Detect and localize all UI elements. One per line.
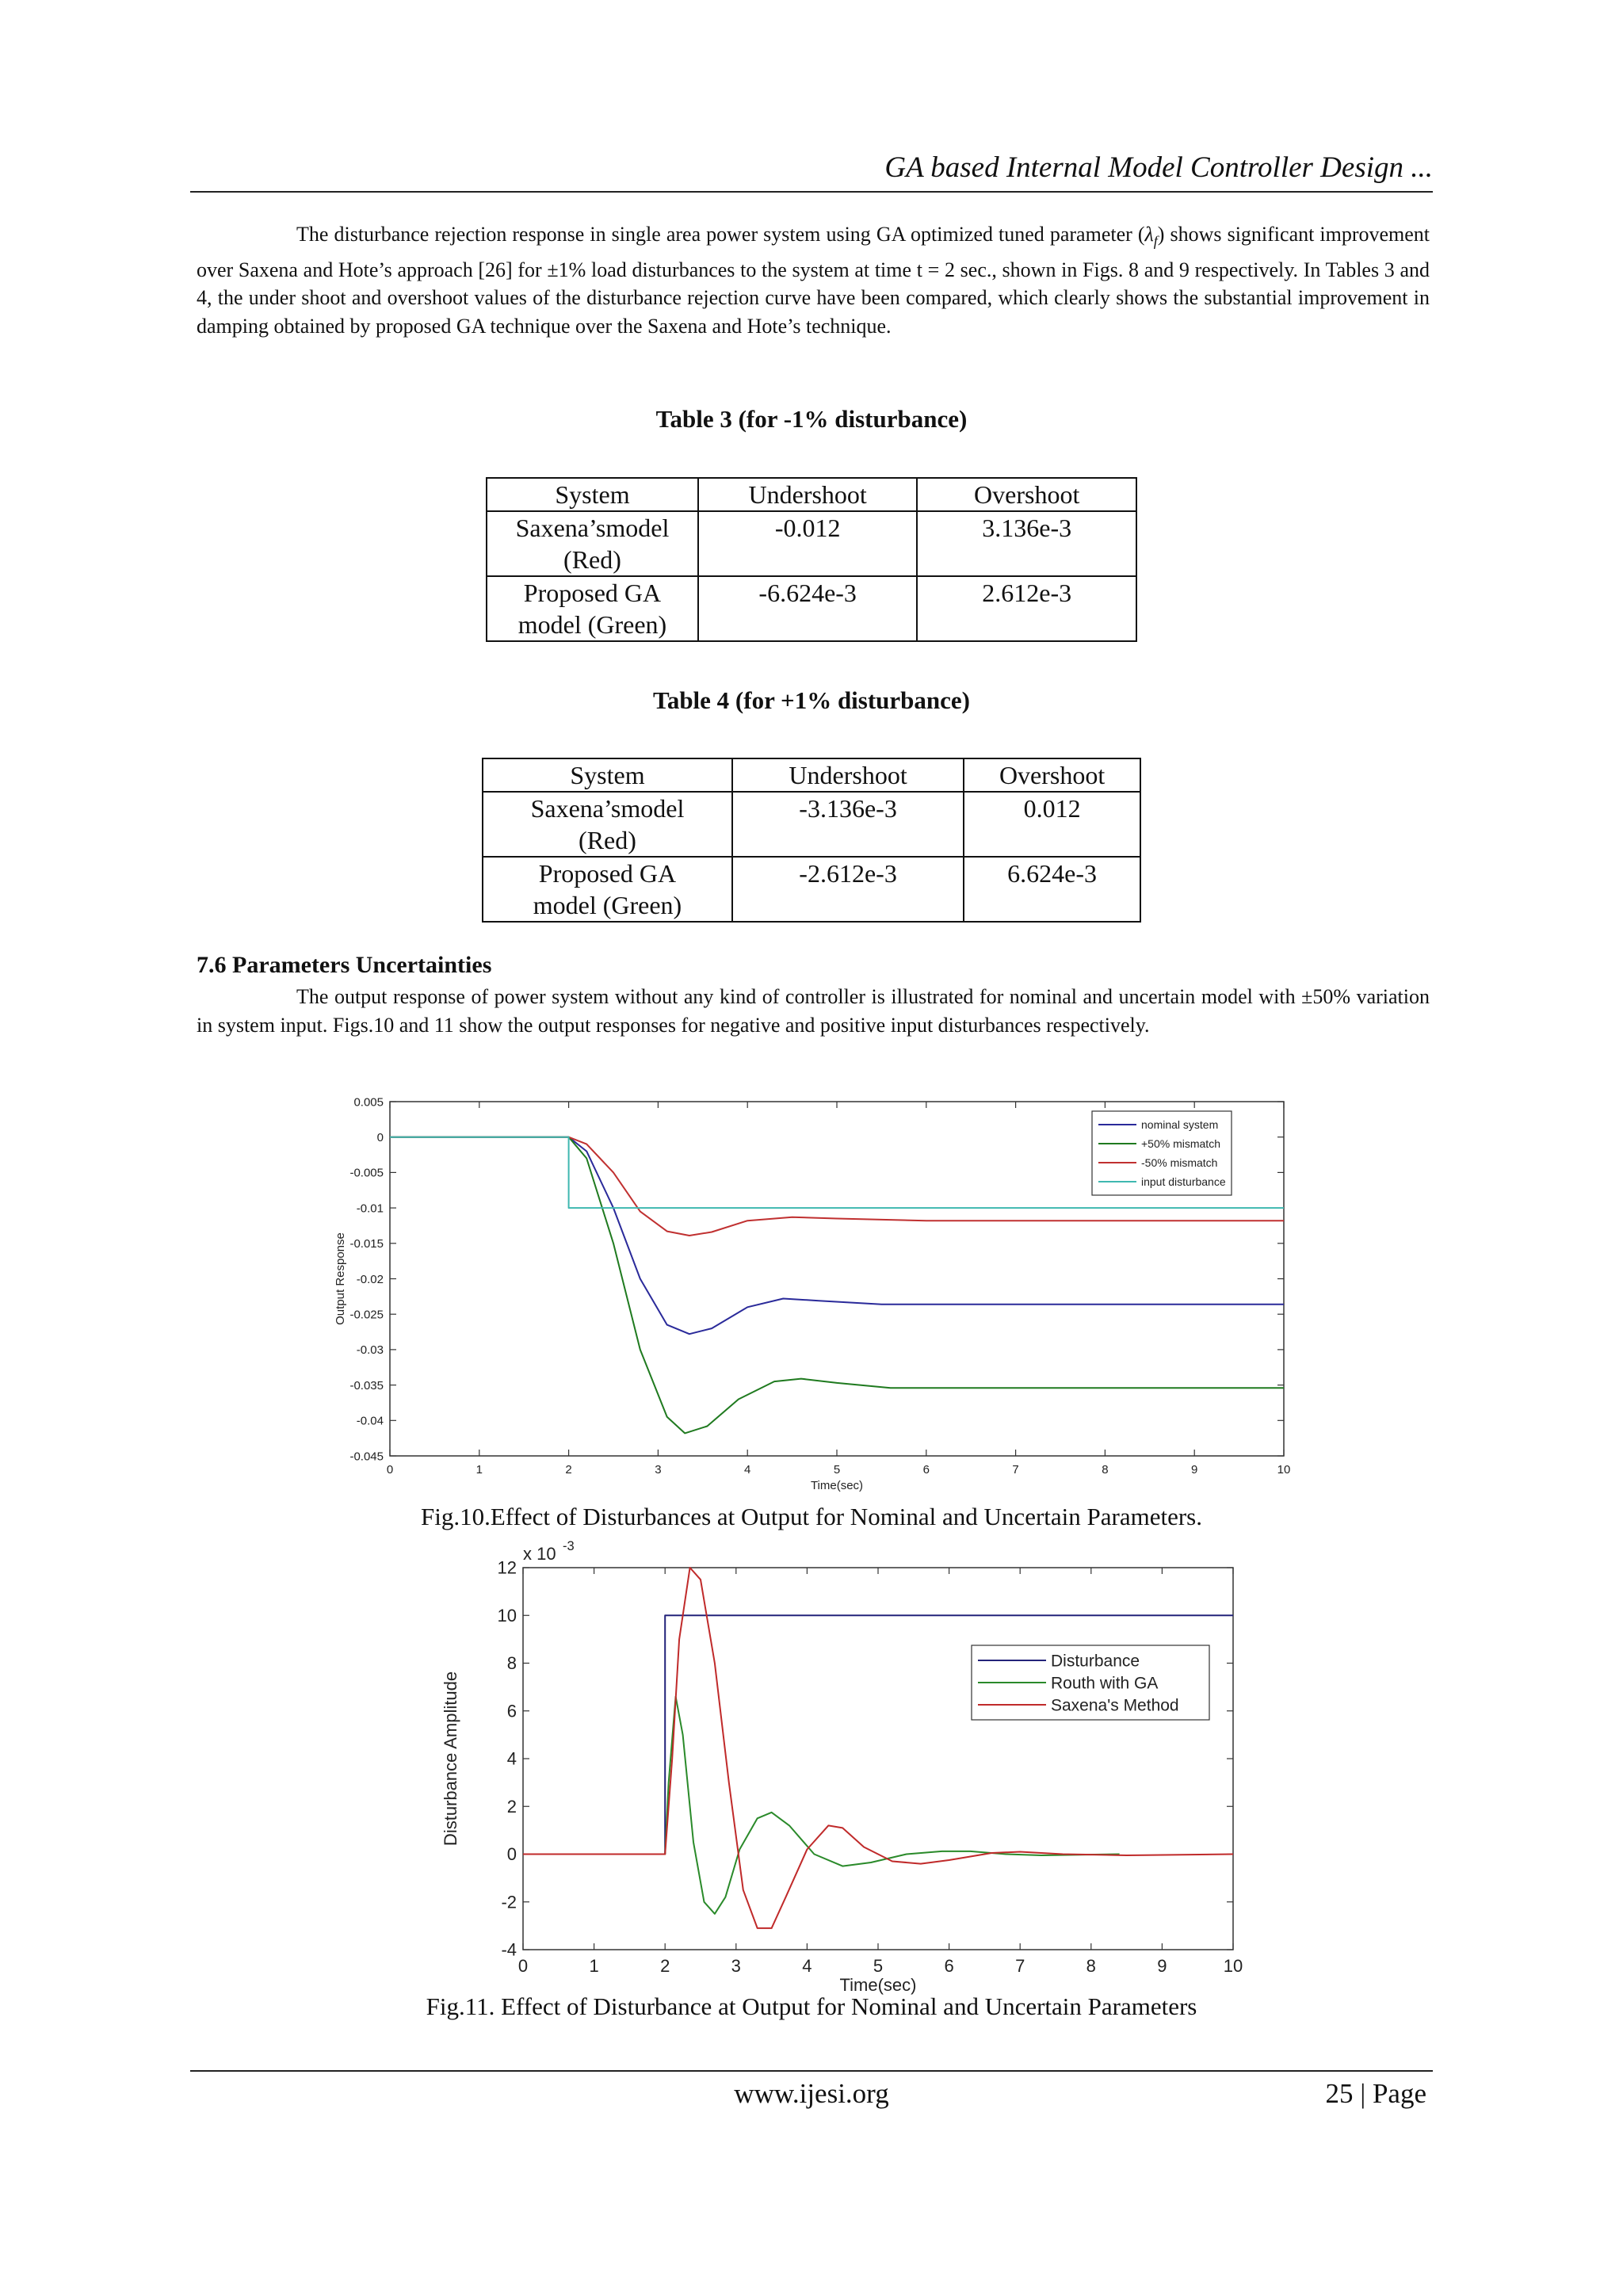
header-cell: Overshoot <box>917 478 1136 511</box>
system-cell: Saxena’smodel (Red) <box>483 792 732 857</box>
y-tick-label: -0.045 <box>349 1450 384 1464</box>
header-cell: Overshoot <box>964 758 1140 792</box>
y-axis-label: Output Response <box>334 1232 347 1325</box>
fig11-chart <box>428 1539 1268 1995</box>
section-heading: 7.6 Parameters Uncertainties <box>197 952 492 978</box>
undershoot-cell: -2.612e-3 <box>732 857 964 922</box>
legend-label: -50% mismatch <box>1141 1156 1218 1169</box>
legend-label: nominal system <box>1141 1117 1219 1131</box>
header-cell: System <box>487 478 698 511</box>
table-row <box>487 576 1136 641</box>
system-cell: Saxena’smodel (Red) <box>487 511 698 576</box>
undershoot-cell: -0.012 <box>698 511 917 576</box>
table3 <box>486 477 1137 642</box>
y-tick-label: 0 <box>376 1130 384 1144</box>
table-row <box>487 511 1136 576</box>
x-tick-label: 7 <box>1015 1956 1025 1976</box>
undershoot-cell: -3.136e-3 <box>732 792 964 857</box>
y-tick-label: -0.015 <box>349 1237 384 1251</box>
y-tick-label: 0.005 <box>353 1095 384 1110</box>
x-tick-label: 0 <box>386 1463 394 1477</box>
y-axis-label: Disturbance Amplitude <box>441 1671 460 1847</box>
lambda-symbol: $\lambda_f$ <box>1144 223 1158 250</box>
system-cell: Proposed GA model (Green) <box>487 576 698 641</box>
x-tick-label: 5 <box>873 1956 884 1976</box>
header-cell: Undershoot <box>732 758 964 792</box>
table-header-row <box>483 758 1140 792</box>
y-tick-label: -2 <box>501 1892 517 1912</box>
running-title: GA based Internal Model Controller Design ... <box>884 151 1433 184</box>
legend-label: input disturbance <box>1141 1175 1226 1188</box>
x-tick-label: 6 <box>944 1956 954 1976</box>
fig10-chart <box>325 1094 1308 1498</box>
legend-label: +50% mismatch <box>1141 1137 1220 1150</box>
x-tick-label: 4 <box>802 1956 812 1976</box>
plot-area <box>523 1568 1233 1950</box>
table4-caption: Table 4 (for +1% disturbance) <box>652 686 971 714</box>
x-axis-label: Time(sec) <box>839 1975 917 1995</box>
x-tick-label: 10 <box>1223 1956 1243 1976</box>
paragraph-text: The disturbance rejection response in single area power system using GA optimized tuned parameter ( <box>296 223 1145 246</box>
x-tick-label: 5 <box>833 1463 841 1477</box>
y-tick-label: 0 <box>506 1844 517 1865</box>
y-tick-label: 8 <box>506 1653 517 1674</box>
y-tick-label: 6 <box>506 1701 517 1721</box>
footer-rule <box>190 2070 1433 2072</box>
y-tick-label: -0.03 <box>356 1343 384 1358</box>
legend-label: Disturbance <box>1051 1652 1140 1671</box>
x-axis-label: Time(sec) <box>810 1479 864 1492</box>
x-tick-label: 8 <box>1102 1463 1109 1477</box>
overshoot-cell: 2.612e-3 <box>917 576 1136 641</box>
paragraph-disturbance-rejection <box>197 220 1430 340</box>
legend-label: Routh with GA <box>1051 1674 1159 1693</box>
x-tick-label: 7 <box>1012 1463 1019 1477</box>
y-tick-label: -0.005 <box>349 1166 384 1180</box>
x-tick-label: 2 <box>565 1463 572 1477</box>
x-tick-label: 1 <box>589 1956 599 1976</box>
x-tick-label: 10 <box>1277 1463 1291 1477</box>
paragraph-text: ) shows <box>1157 223 1222 246</box>
x-tick-label: 6 <box>922 1463 930 1477</box>
x-tick-label: 2 <box>660 1956 670 1976</box>
fig11-caption: Fig.11. Effect of Disturbance at Output for Nominal and Uncertain Parameters <box>426 1992 1197 2020</box>
y-tick-label: 10 <box>497 1605 517 1626</box>
y-tick-label: 2 <box>506 1796 517 1817</box>
page-number: 25 | Page <box>1325 2078 1426 2109</box>
header-cell: Undershoot <box>698 478 917 511</box>
header-cell: System <box>483 758 732 792</box>
y-tick-label: -0.01 <box>356 1201 384 1216</box>
y-tick-label: -0.04 <box>356 1414 384 1428</box>
overshoot-cell: 0.012 <box>964 792 1140 857</box>
table-row <box>483 792 1140 857</box>
x-tick-label: 4 <box>744 1463 751 1477</box>
paragraph-text: significant improvement over Saxena and Hote’s approach [26] for ±1% load disturbances to the system at time t = 2 sec., shown in Figs. 8 and 9 respectively. In Tables 3 and 4, the under shoot and overshoot values of the disturbance rejection curve have been compared, which clearly shows the substantial improvement in damping obtained by proposed GA technique over the Saxena and Hote’s technique. <box>197 223 1430 338</box>
overshoot-cell: 6.624e-3 <box>964 857 1140 922</box>
y-tick-label: 12 <box>497 1557 517 1578</box>
x-tick-label: 3 <box>731 1956 741 1976</box>
legend-label: Saxena's Method <box>1051 1696 1179 1715</box>
table4 <box>482 758 1141 923</box>
y-tick-label: -4 <box>501 1939 517 1960</box>
y-tick-label: -0.02 <box>356 1272 384 1286</box>
table3-caption: Table 3 (for -1% disturbance) <box>655 405 968 433</box>
y-tick-label: -0.035 <box>349 1378 384 1392</box>
overshoot-cell: 3.136e-3 <box>917 511 1136 576</box>
x-tick-label: 9 <box>1157 1956 1167 1976</box>
y-multiplier-exponent: -3 <box>563 1539 575 1553</box>
system-cell: Proposed GA model (Green) <box>483 857 732 922</box>
header-rule <box>190 191 1433 193</box>
undershoot-cell: -6.624e-3 <box>698 576 917 641</box>
x-tick-label: 1 <box>475 1463 483 1477</box>
table-row <box>483 857 1140 922</box>
footer-url: www.ijesi.org <box>734 2078 889 2109</box>
table-header-row <box>487 478 1136 511</box>
x-tick-label: 3 <box>655 1463 662 1477</box>
fig10-caption: Fig.10.Effect of Disturbances at Output for Nominal and Uncertain Parameters. <box>421 1503 1202 1530</box>
x-tick-label: 0 <box>517 1956 529 1976</box>
y-tick-label: 4 <box>506 1748 517 1769</box>
section-paragraph: The output response of power system without any kind of controller is illustrated for nominal and uncertain model with ±50% variation in system input. Figs.10 and 11 show the output responses for negative and positive input disturbances respectively. <box>197 985 1430 1037</box>
x-tick-label: 9 <box>1191 1463 1198 1477</box>
x-tick-label: 8 <box>1086 1956 1096 1976</box>
y-multiplier: x 10 <box>523 1544 556 1564</box>
y-tick-label: -0.025 <box>349 1308 384 1322</box>
